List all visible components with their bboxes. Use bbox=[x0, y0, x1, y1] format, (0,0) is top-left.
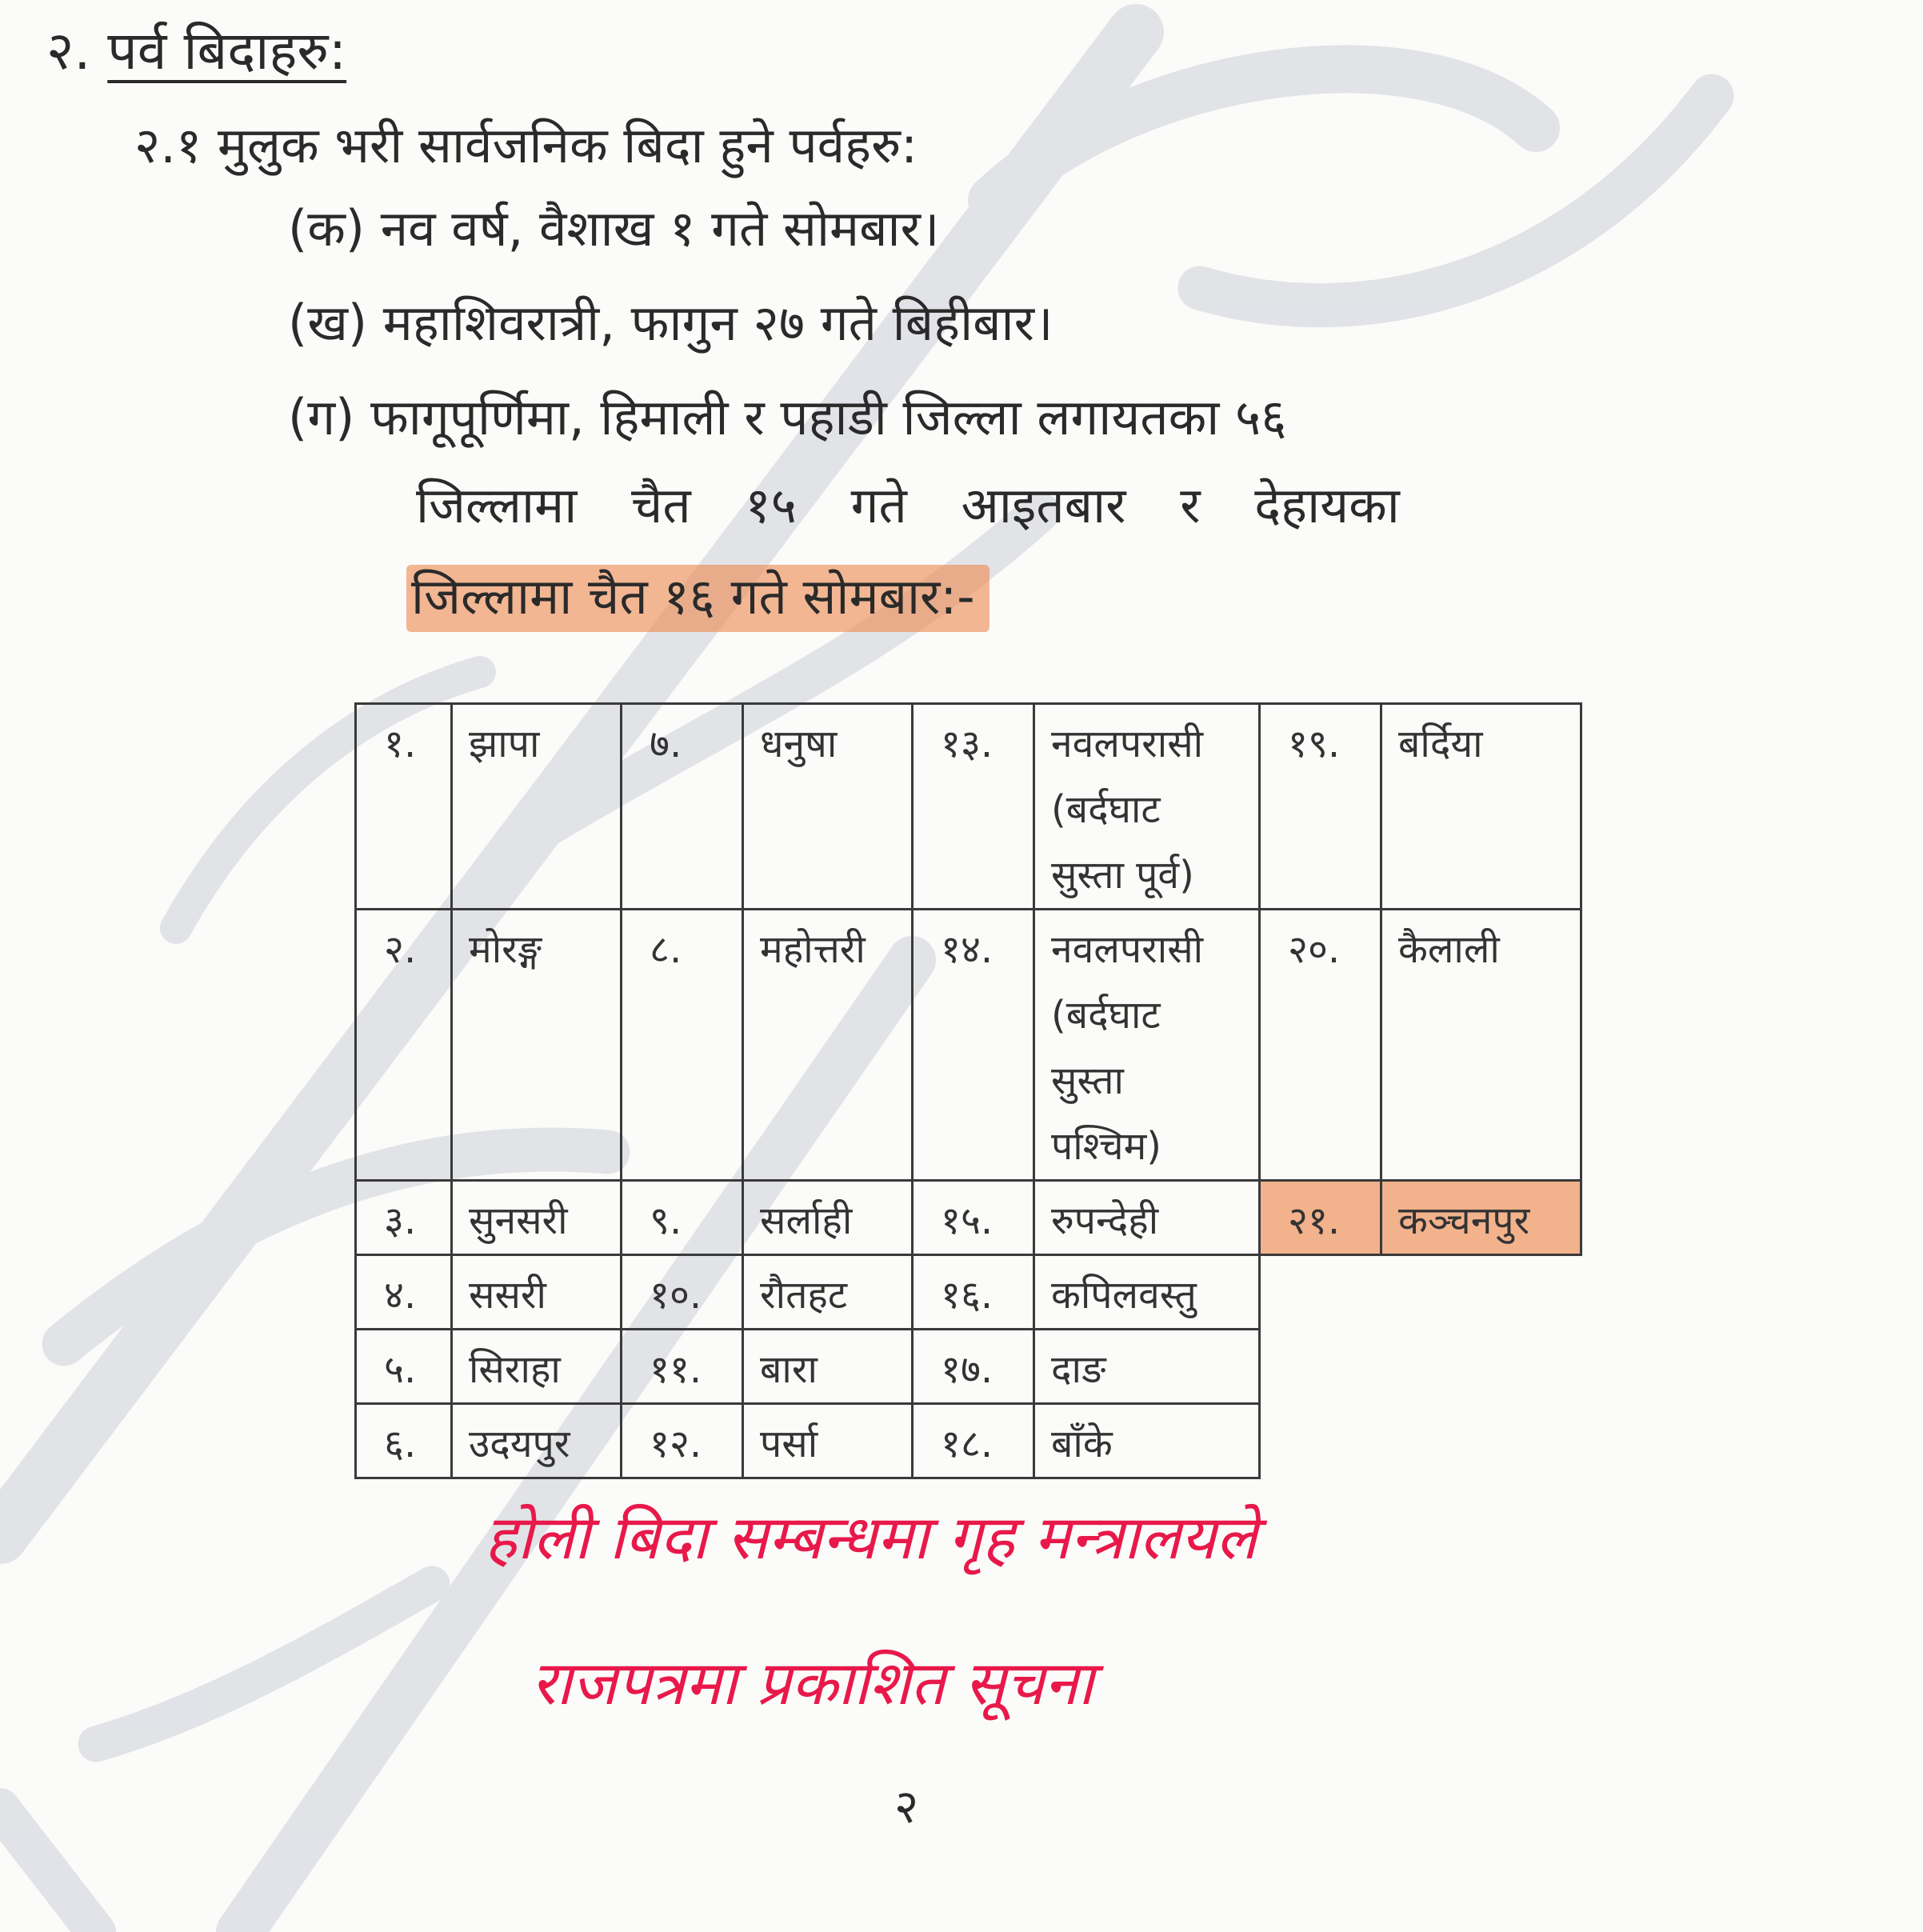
district-name: पर्सा bbox=[743, 1404, 913, 1478]
district-name-line: नवलपरासी bbox=[1051, 722, 1204, 766]
district-number: १५. bbox=[913, 1181, 1034, 1255]
district-table bbox=[354, 702, 1582, 1479]
district-name: सुनसरी bbox=[452, 1181, 622, 1255]
district-name: बर्दिया bbox=[1381, 704, 1581, 910]
district-number: १८. bbox=[913, 1404, 1034, 1478]
handwritten-note-line-1: होली बिदा सम्बन्धमा गृह मन्त्रालयले bbox=[485, 1502, 1257, 1573]
district-number: १. bbox=[356, 704, 452, 910]
district-name: दाङ bbox=[1034, 1330, 1260, 1404]
district-number: ११. bbox=[622, 1330, 743, 1404]
empty-cell bbox=[1260, 1255, 1381, 1330]
district-name: बाँके bbox=[1034, 1404, 1260, 1478]
district-name: मोरङ्ग bbox=[452, 910, 622, 1181]
district-name-line: (बर्दघाट bbox=[1051, 993, 1161, 1038]
district-name-line: सुस्ता bbox=[1051, 1058, 1124, 1103]
district-name: कपिलवस्तु bbox=[1034, 1255, 1260, 1330]
district-name: उदयपुर bbox=[452, 1404, 622, 1478]
empty-cell bbox=[1381, 1255, 1581, 1330]
table-row bbox=[356, 1255, 1581, 1330]
district-name-line: नवलपरासी bbox=[1051, 927, 1204, 972]
district-name: रौतहट bbox=[743, 1255, 913, 1330]
empty-cell bbox=[1381, 1404, 1581, 1478]
district-name: रुपन्देही bbox=[1034, 1181, 1260, 1255]
district-name-line: पश्चिम) bbox=[1051, 1124, 1162, 1169]
district-number: १४. bbox=[913, 910, 1034, 1181]
table-row bbox=[356, 704, 1581, 910]
heading-title: पर्व बिदाहरु: bbox=[107, 20, 347, 82]
section-heading bbox=[46, 22, 346, 81]
district-number: १२. bbox=[622, 1404, 743, 1478]
empty-cell bbox=[1381, 1330, 1581, 1404]
page-number: २ bbox=[894, 1779, 919, 1834]
district-number: २०. bbox=[1260, 910, 1381, 1181]
district-number: ८. bbox=[622, 910, 743, 1181]
table-row bbox=[356, 1181, 1581, 1255]
district-name-line: (बर्दघाट bbox=[1051, 787, 1161, 832]
district-name bbox=[1034, 910, 1260, 1181]
district-name-line: सुस्ता पूर्व) bbox=[1051, 853, 1194, 898]
list-item-fagu-purnima: (ग) फागूपूर्णिमा, हिमाली र पहाडी जिल्ला लगायतका ५६ bbox=[288, 388, 1287, 446]
district-number: ९. bbox=[622, 1181, 743, 1255]
list-item-new-year: (क) नव वर्ष, वैशाख १ गते सोमबार। bbox=[288, 199, 940, 258]
district-number: ५. bbox=[356, 1330, 452, 1404]
district-number: ६. bbox=[356, 1404, 452, 1478]
district-name: ससरी bbox=[452, 1255, 622, 1330]
district-name bbox=[1034, 704, 1260, 910]
district-number: १९. bbox=[1260, 704, 1381, 910]
district-name: धनुषा bbox=[743, 704, 913, 910]
district-number: २. bbox=[356, 910, 452, 1181]
highlighted-text: जिल्लामा चैत १६ गते सोमबार:- bbox=[406, 565, 989, 632]
district-name: महोत्तरी bbox=[743, 910, 913, 1181]
district-name: बारा bbox=[743, 1330, 913, 1404]
district-name: कैलाली bbox=[1381, 910, 1581, 1181]
table-row bbox=[356, 1330, 1581, 1404]
district-number: १०. bbox=[622, 1255, 743, 1330]
district-name: कञ्चनपुर bbox=[1381, 1181, 1581, 1255]
heading-number: २. bbox=[46, 20, 91, 82]
district-name: सिराहा bbox=[452, 1330, 622, 1404]
table-row bbox=[356, 910, 1581, 1181]
district-number: १७. bbox=[913, 1330, 1034, 1404]
district-number: २१. bbox=[1260, 1181, 1381, 1255]
district-number: १३. bbox=[913, 704, 1034, 910]
handwritten-note-line-2: राजपत्रमा प्रकाशित सूचना bbox=[531, 1647, 1094, 1718]
empty-cell bbox=[1260, 1330, 1381, 1404]
empty-cell bbox=[1260, 1404, 1381, 1478]
district-name: झापा bbox=[452, 704, 622, 910]
district-number: १६. bbox=[913, 1255, 1034, 1330]
district-number: ३. bbox=[356, 1181, 452, 1255]
district-number: ७. bbox=[622, 704, 743, 910]
subsection-title: २.१ मुलुक भरी सार्वजनिक बिदा हुने पर्वहरु: bbox=[134, 116, 918, 174]
list-item-fagu-purnima-cont: जिल्लामा चैत १५ गते आइतबार र देहायका bbox=[416, 476, 1400, 534]
table-row bbox=[356, 1404, 1581, 1478]
district-name: सर्लाही bbox=[743, 1181, 913, 1255]
list-item-mahashivaratri: (ख) महाशिवरात्री, फागुन २७ गते बिहीबार। bbox=[288, 294, 1053, 352]
district-number: ४. bbox=[356, 1255, 452, 1330]
